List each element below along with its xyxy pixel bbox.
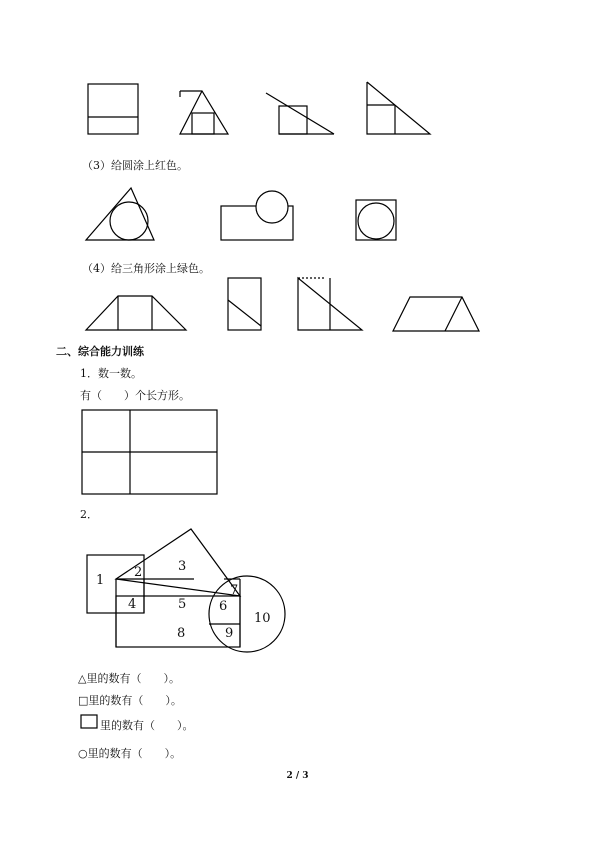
diagram-number: 9 xyxy=(225,626,234,641)
answer-square: □里的数有（ ）。 xyxy=(78,694,182,707)
question-1-text: 有（ ）个长方形。 xyxy=(80,389,190,402)
section-title: 二、综合能力训练 xyxy=(56,345,144,358)
page-number: 2 / 3 xyxy=(286,771,309,781)
diagram-number: 1 xyxy=(96,573,105,588)
diagram-number: 4 xyxy=(128,597,137,612)
answer-circle: ○里的数有（ ）。 xyxy=(78,747,182,760)
answer-triangle: △里的数有（ ）。 xyxy=(78,672,180,685)
instruction-q3: （3）给圆涂上红色。 xyxy=(82,159,188,172)
diagram-number: 10 xyxy=(254,611,271,626)
diagram-number: 3 xyxy=(178,559,187,574)
diagram-number: 2 xyxy=(134,565,143,580)
question-1-label: 1．数一数。 xyxy=(80,367,142,380)
diagram-number: 8 xyxy=(177,626,186,641)
answer-rectangle: 里的数有（ ）。 xyxy=(100,719,194,732)
instruction-q4: （4）给三角形涂上绿色。 xyxy=(82,262,210,275)
question-2-label: 2． xyxy=(80,508,98,521)
diagram-number: 6 xyxy=(219,599,228,614)
diagram-number: 5 xyxy=(178,597,187,612)
diagram-number: 7 xyxy=(230,583,239,598)
